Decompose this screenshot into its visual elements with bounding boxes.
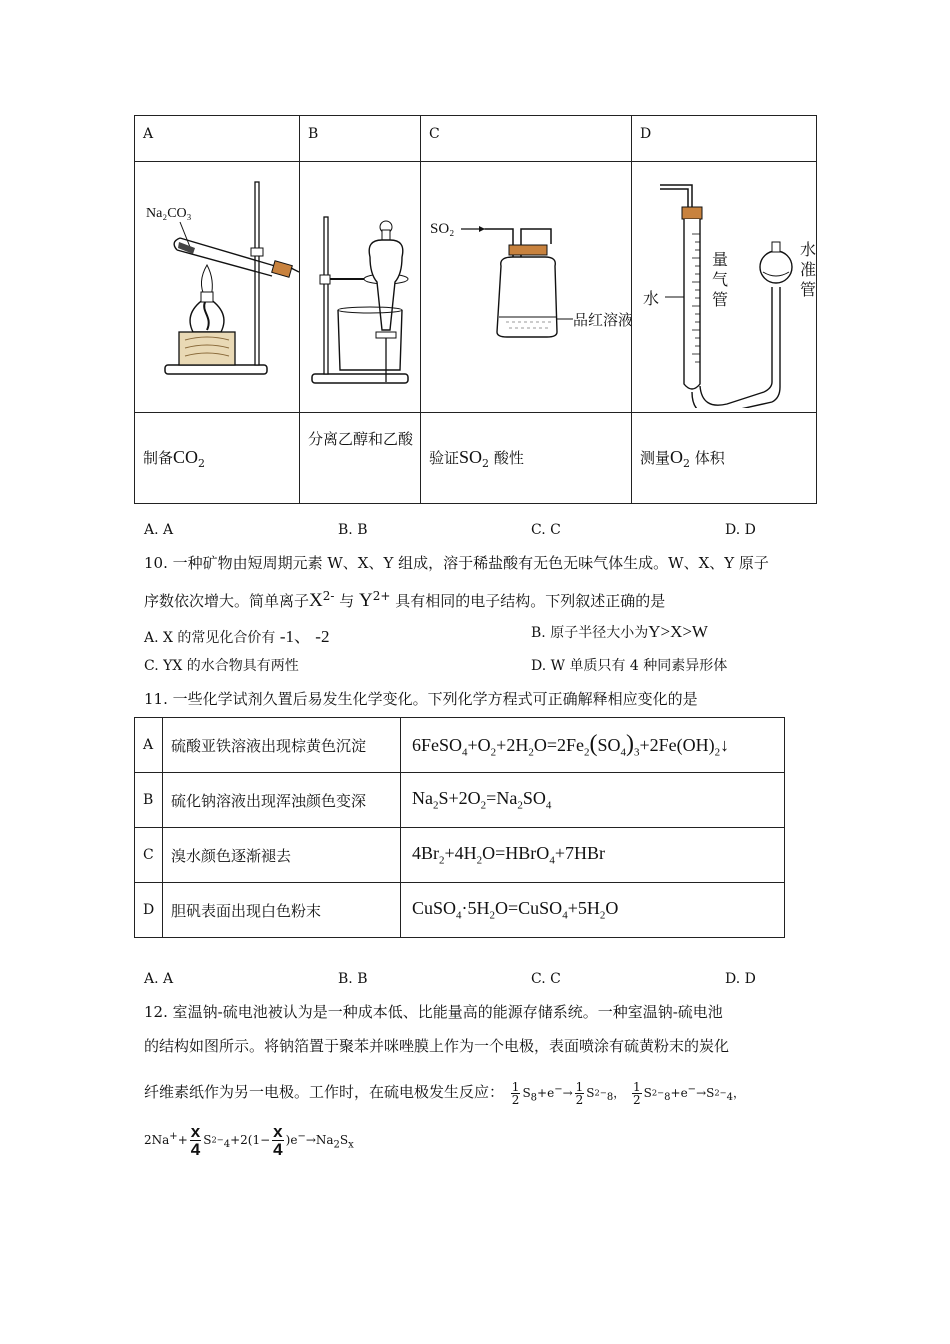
q9-diagram-b — [300, 162, 421, 413]
q11-row-equation: $CuSO_4\cdot 5H_2O=CuSO_4+5H_2O$ — [401, 883, 785, 938]
q11-option-d[interactable]: D. D — [725, 971, 756, 987]
q9-header-d: D — [632, 116, 817, 162]
q11-row-desc: 溴水颜色逐渐褪去 — [163, 828, 401, 883]
table-row — [135, 883, 785, 938]
q11-row-label: A — [135, 718, 163, 773]
level-tube-label-2: 准 — [800, 260, 816, 279]
q9-caption-c: 验证$SO_2$ 酸性 — [421, 413, 632, 504]
q11-row-label: C — [135, 828, 163, 883]
q10-option-b[interactable]: B. 原子半径大小为Y>X>W — [531, 622, 708, 641]
q9-diagram-c — [421, 162, 632, 413]
table-row — [135, 773, 785, 828]
q12-stem-line2: 的结构如图所示。将钠箔置于聚苯并咪唑膜上作为一个电极，表面喷涂有硫黄粉末的炭化 — [144, 1037, 730, 1055]
q12-stem-line1: 12. 室温钠-硫电池被认为是一种成本低、比能量高的能源存储系统。一种室温钠-硫电池 — [144, 1003, 723, 1021]
q11-row-equation: $4Br_2+4H_2O=HBrO_4+7HBr$ — [401, 828, 785, 883]
gas-tube-label-2: 气 — [712, 270, 729, 289]
dye-solution-label: 品红溶液 — [573, 311, 631, 329]
q9-option-b[interactable]: B. B — [338, 522, 368, 538]
q11-row-equation: $Na_2S+2O_2=Na_2SO_4$ — [401, 773, 785, 828]
q11-row-label: B — [135, 773, 163, 828]
q10-option-d[interactable]: D. W 单质只有 4 种同素异形体 — [531, 658, 728, 674]
water-label: 水 — [643, 289, 660, 308]
level-tube-label-3: 管 — [800, 280, 816, 299]
na2co3-label: Na₂CO₃ — [146, 206, 192, 221]
q9-diagram-a — [135, 162, 300, 413]
q11-option-a[interactable]: A. A — [144, 971, 174, 987]
q9-header-a: A — [135, 116, 300, 162]
q9-header-b: B — [300, 116, 421, 162]
q9-header-c: C — [421, 116, 632, 162]
table-row — [135, 718, 785, 773]
gas-bottle-diagram — [421, 162, 631, 408]
q11-option-c[interactable]: C. C — [531, 971, 561, 987]
q11-row-equation: $6FeSO_4+O_2+2H_2O=2Fe_2(SO_4)_3+2Fe(OH)_2↓$ — [401, 718, 785, 773]
q9-caption-d: 测量$O_2$ 体积 — [632, 413, 817, 504]
gas-tube-label-3: 管 — [712, 290, 729, 309]
q11-row-desc: 硫化钠溶液出现浑浊颜色变深 — [163, 773, 401, 828]
q9-diagram-d — [632, 162, 817, 413]
q9-caption-b: 分离乙醇和乙酸 — [300, 413, 421, 504]
q11-stem: 11. 一些化学试剂久置后易发生化学变化。下列化学方程式可正确解释相应变化的是 — [144, 690, 698, 708]
q10-option-a[interactable]: A. X 的常见化合价有 -1、 -2 — [144, 627, 330, 646]
q9-option-c[interactable]: C. C — [531, 522, 561, 538]
q11-row-label: D — [135, 883, 163, 938]
reaction-3: 2Na++ $\frac{x}{4}$ $S_{^{2-}4}+2(1-$ $\frac{x}{4}$ )$e^-\to Na_2S_x$ — [144, 1122, 354, 1159]
q10-option-c[interactable]: C. YX 的水合物具有两性 — [144, 658, 299, 674]
table-row — [135, 828, 785, 883]
q11-table — [134, 717, 785, 938]
heating-apparatus-diagram — [135, 162, 299, 408]
q11-option-b[interactable]: B. B — [338, 971, 368, 987]
q9-option-a[interactable]: A. A — [144, 522, 174, 538]
q10-stem-line2: 序数依次增大。简单离子$X^{2-}$ 与 $Y^{2+}$ 具有相同的电子结构。下列叙述正确的是 — [144, 589, 666, 611]
q11-row-desc: 胆矾表面出现白色粉末 — [163, 883, 401, 938]
so2-label: SO₂ — [430, 221, 455, 237]
reaction-2: $\frac{1}{2}$ $S_{^{2-}8}+e^-\to S_{^{2-}4}$， — [632, 1080, 746, 1107]
gas-tube-label-1: 量 — [712, 250, 729, 269]
q12-stem-line3: 纤维素纸作为另一电极。工作时，在硫电极发生反应： $\frac{1}{2}$ $S_8+e^-\to$ $\frac{1}{2}$ $S_{^{2-}8}$， $\frac{1}{2}$ $S_{^{2-}8}+e^-\to S_{^{2-}4}$， — [144, 1080, 746, 1107]
separatory-funnel-diagram — [300, 162, 420, 408]
q10-stem-line1: 10. 一种矿物由短周期元素 W、X、Y 组成，溶于稀盐酸有无色无味气体生成。W、X、Y 原子 — [144, 554, 769, 572]
q9-option-d[interactable]: D. D — [725, 522, 756, 538]
gas-burette-diagram — [632, 162, 816, 408]
reaction-1: $\frac{1}{2}$ $S_8+e^-\to$ $\frac{1}{2}$ $S_{^{2-}8}$， — [511, 1080, 626, 1107]
q9-table — [134, 115, 817, 504]
q9-caption-a: 制备$CO_2$ — [135, 413, 300, 504]
q11-row-desc: 硫酸亚铁溶液出现棕黄色沉淀 — [163, 718, 401, 773]
level-tube-label-1: 水 — [800, 240, 816, 259]
